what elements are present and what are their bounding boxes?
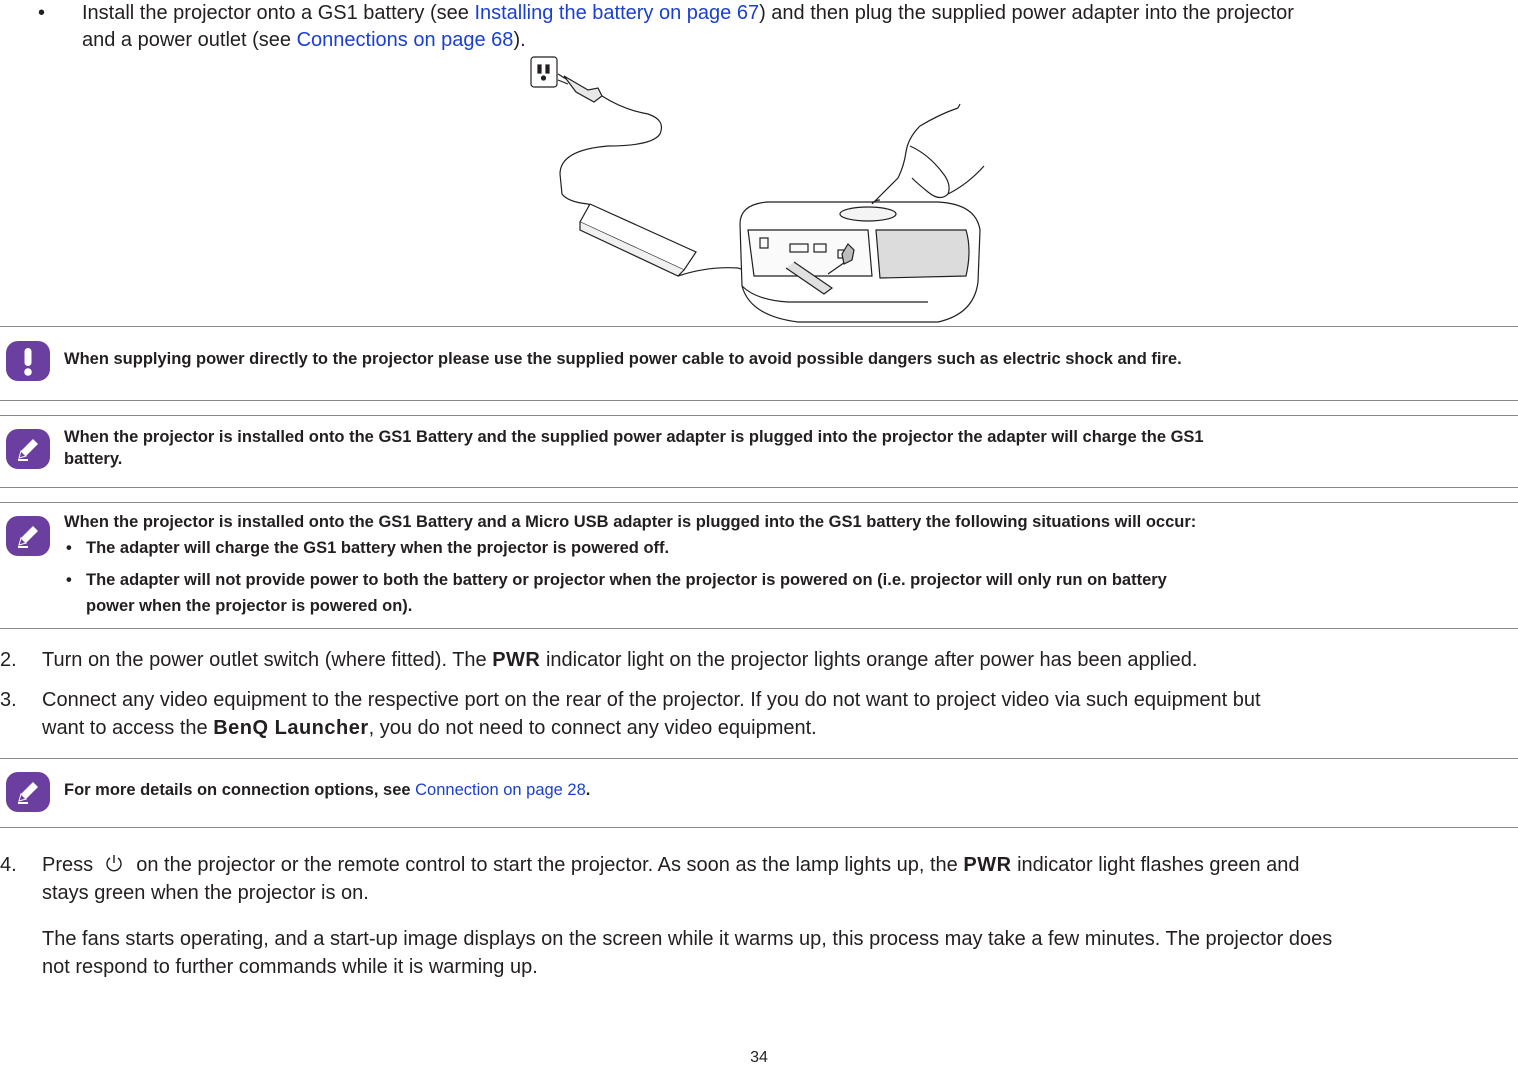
note-pencil-icon [6,516,50,556]
note-bullet-item: • The adapter will not provide power to both the battery or projector when the projector is powered on (i.e. projector will only run on battery power when the projector is powered on). [64,567,1504,619]
speaker-grille [876,230,969,278]
warning-note-text: When supplying power directly to the projector please use the supplied power cable to avoid possible dangers such as electric shock and fire. [64,350,1182,368]
divider [0,415,1518,416]
power-icon [103,852,125,874]
note-gs1-charge: When the projector is installed onto the GS1 Battery and the supplied power adapter is plugged into the projector the adapter will charge the GS1 battery. [64,428,1204,468]
step-4: 4. Press on the projector or the remote control to start the projector. As soon as the lamp lights up, the PWR indicator light flashes green and stays green when the projector is on. [0,851,1510,907]
step-number: 2. [0,649,17,671]
installing-battery-link[interactable]: Installing the battery on page 67 [474,2,760,24]
note-bullet-item: • The adapter will charge the GS1 battery when the projector is powered off. [64,535,1504,561]
intro-text: Install the projector onto a GS1 battery (see [82,2,475,24]
divider [0,326,1518,327]
note-pencil-icon [6,429,50,469]
intro-text-line2: and a power outlet (see [82,29,297,51]
bullet-dot: • [38,2,46,24]
warning-note-icon [6,341,50,381]
step-number: 3. [0,689,17,711]
intro-text-suffix: ). [513,29,526,51]
note-pencil-icon [6,772,50,812]
divider [0,502,1518,503]
intro-text-middle: ) and then plug the supplied power adapter into the projector [759,2,1294,24]
note-connection-details: For more details on connection options, see Connection on page 28. [64,781,591,799]
step-2: 2. Turn on the power outlet switch (where fitted). The PWR indicator light on the projector lights orange after power has been applied. [0,646,1510,674]
step-4-detail: The fans starts operating, and a start-up image displays on the screen while it warms up, this process may take a few minutes. The projector does not respond to further commands while it is warming up. [42,928,1333,978]
intro-bullet [0,0,1510,54]
divider [0,758,1518,759]
divider [0,827,1518,828]
divider [0,628,1518,629]
note-micro-usb [64,509,1504,619]
finger-press-illustration [872,104,984,204]
plug-icon [564,76,602,102]
note-micro-usb-intro: When the projector is installed onto the GS1 Battery and a Micro USB adapter is plugged into the GS1 battery the following situations will occur: [64,513,1197,531]
connections-link[interactable]: Connections on page 68 [296,29,514,51]
wall-outlet-icon [531,57,557,87]
step-3: 3. Connect any video equipment to the respective port on the rear of the projector. If you do not want to project video via such equipment but want to access the BenQ Launcher, you do not need to connect any video equipment. [0,686,1510,742]
projector-power-illustration [528,54,988,326]
divider [0,487,1518,488]
connection-link[interactable]: Connection on page 28 [415,781,586,799]
divider [0,400,1518,401]
page-number: 34 [750,1049,768,1066]
step-number: 4. [0,854,17,876]
